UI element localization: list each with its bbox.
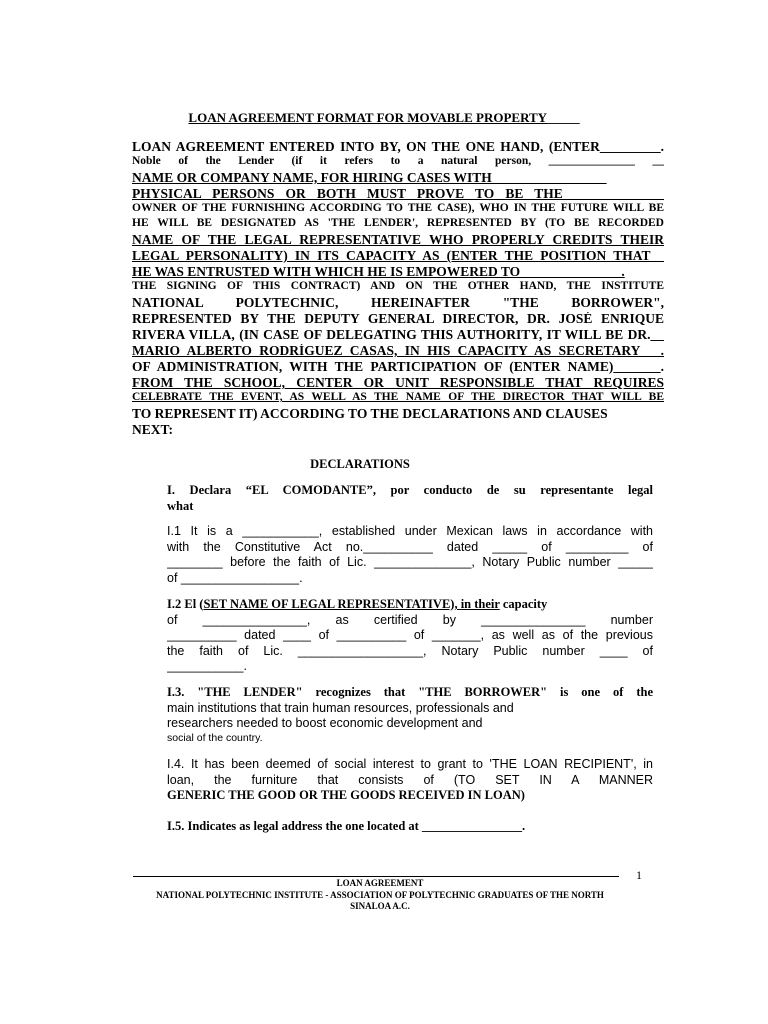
footer-line: NATIONAL POLYTECHNIC INSTITUTE - ASSOCIATION OF POLYTECHNIC GRADUATES OF THE NORTH	[156, 889, 604, 900]
intro-line: LEGAL PERSONALITY) IN ITS CAPACITY AS (ENTER THE POSITION THAT__	[132, 249, 664, 263]
intro-line: HE WAS ENTRUSTED WITH WHICH HE IS EMPOWERED TO_______________.	[132, 265, 625, 279]
declaration-i5	[167, 820, 653, 836]
declaration-i2	[167, 598, 653, 676]
intro-line: LOAN AGREEMENT ENTERED INTO BY, ON THE ONE HAND, (ENTER_________.	[132, 140, 664, 154]
intro-paragraph	[132, 140, 664, 439]
declaration-i-line: what	[167, 499, 194, 513]
declaration-i	[167, 484, 653, 515]
intro-line: TO REPRESENT IT) ACCORDING TO THE DECLARATIONS AND CLAUSES	[132, 407, 608, 421]
footer	[120, 878, 640, 913]
page-number: 1	[636, 868, 642, 882]
intro-line: CELEBRATE THE EVENT, AS WELL AS THE NAME OF THE DIRECTOR THAT WILL BE	[132, 392, 664, 403]
declaration-i1-line: ________ before the faith of Lic. ______________, Notary Public number _____	[167, 556, 653, 569]
intro-line: OF ADMINISTRATION, WITH THE PARTICIPATION OF (ENTER NAME)_______.	[132, 360, 664, 374]
declaration-i1-line: of _________________.	[167, 571, 303, 585]
declaration-i3-line: main institutions that train human resources, professionals and	[167, 701, 514, 715]
intro-line: NATIONAL POLYTECHNIC, HEREINAFTER "THE BORROWER",	[132, 296, 664, 310]
declaration-i3-line: I.3. "THE LENDER" recognizes that "THE BORROWER" is one of the	[167, 686, 653, 699]
declaration-i1-line: I.1 It is a ___________, established under Mexican laws in accordance with	[167, 525, 653, 538]
intro-line: THE SIGNING OF THIS CONTRACT) AND ON THE OTHER HAND, THE INSTITUTE	[132, 281, 664, 292]
declaration-i5-line: I.5. Indicates as legal address the one located at ________________.	[167, 820, 526, 833]
declaration-i4-line: I.4. It has been deemed of social interest to grant to 'THE LOAN RECIPIENT', in	[167, 758, 653, 771]
declaration-i3	[167, 686, 653, 748]
intro-line: RIVERA VILLA, (IN CASE OF DELEGATING THIS AUTHORITY, IT WILL BE DR.__	[132, 328, 664, 342]
intro-line: OWNER OF THE FURNISHING ACCORDING TO THE CASE), WHO IN THE FUTURE WILL BE	[132, 203, 664, 214]
intro-line: NAME OF THE LEGAL REPRESENTATIVE WHO PROPERLY CREDITS THEIR	[132, 233, 664, 247]
footer-line: SINALOA A.C.	[350, 901, 410, 912]
declaration-i2-line: of _______________, as certified by _______________ number	[167, 613, 653, 627]
declaration-i3-line: social of the country.	[167, 732, 263, 744]
title-blank: _____	[547, 110, 580, 125]
declaration-i4-line: GENERIC THE GOOD OR THE GOODS RECEIVED IN LOAN)	[167, 789, 525, 802]
footer-line: LOAN AGREEMENT	[336, 878, 424, 888]
declaration-i2-line: the faith of Lic. __________________, Notary Public number ____ of	[167, 644, 653, 658]
intro-line: HE WILL BE DESIGNATED AS 'THE LENDER', REPRESENTED BY (TO BE RECORDED	[132, 218, 664, 229]
document-title: LOAN AGREEMENT FORMAT FOR MOVABLE PROPERTY_____	[188, 110, 580, 125]
declaration-i2-line: I.2 El (SET NAME OF LEGAL REPRESENTATIVE), in their capacity	[167, 598, 548, 611]
declaration-i4	[167, 758, 653, 805]
declaration-i3-line: researchers needed to boost economic development and	[167, 717, 483, 730]
declaration-i2-line: __________ dated ____ of __________ of _______, as well as of the previous	[167, 629, 653, 642]
intro-line: REPRESENTED BY THE DEPUTY GENERAL DIRECTOR, DR. JOSÉ ENRIQUE	[132, 312, 664, 326]
declaration-i1-line: with the Constitutive Act no.__________ dated _____ of _________ of	[167, 540, 653, 554]
declaration-i2-line: ___________.	[167, 660, 247, 673]
intro-line: FROM THE SCHOOL, CENTER OR UNIT RESPONSIBLE THAT REQUIRES	[132, 376, 664, 390]
declaration-i4-line: loan, the furniture that consists of (TO SET IN A MANNER	[167, 773, 653, 787]
footer-divider	[133, 876, 619, 877]
intro-line: NAME OR COMPANY NAME, FOR HIRING CASES WITH_________________	[132, 171, 607, 185]
intro-line: Noble of the Lender (if it refers to a natural person, _______________ __	[132, 156, 664, 167]
declaration-i-line: I. Declara “EL COMODANTE”, por conducto de su representante legal	[167, 484, 653, 497]
intro-line: NEXT:	[132, 423, 174, 437]
declarations-heading: DECLARATIONS	[310, 457, 410, 471]
intro-line: MARIO ALBERTO RODRÍGUEZ CASAS, IN HIS CAPACITY AS SECRETARY___.	[132, 344, 664, 358]
intro-line: PHYSICAL PERSONS OR BOTH MUST PROVE TO BE THE_______________	[132, 187, 664, 201]
declaration-i1	[167, 525, 653, 587]
